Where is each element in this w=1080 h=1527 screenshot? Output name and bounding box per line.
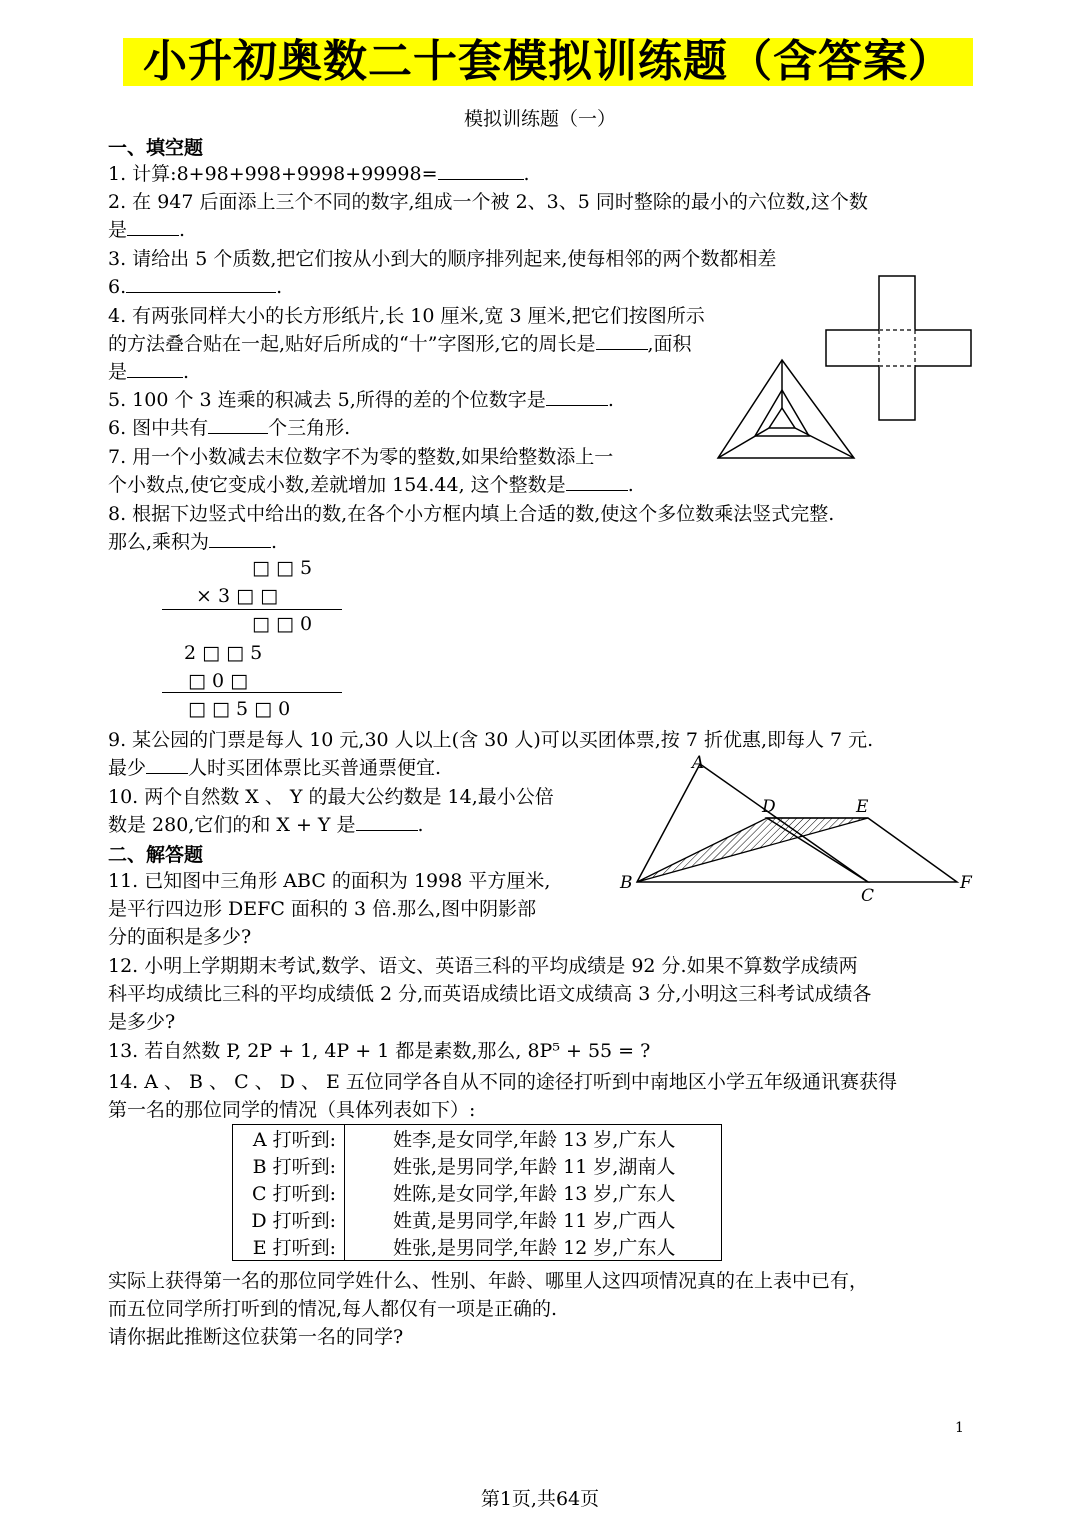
section-heading-answers: 二、解答题 [108,844,204,866]
table-cell-who: D 打听到: [233,1206,345,1233]
table-cell-who: A 打听到: [233,1125,345,1153]
table-row [233,1179,722,1206]
table-row [233,1125,722,1153]
question-11-line-1: 11. 已知图中三角形 ABC 的面积为 1998 平方厘米, [108,870,551,892]
multiplication-rule-1 [162,609,342,610]
vertical-multiplication-row-5: □ 0 □ [188,670,249,692]
question-4-line-3: 是 . [108,361,190,383]
conclusion-line-3: 请你据此推断这位获第一名的同学? [108,1326,404,1348]
question-13: 13. 若自然数 P, 2P + 1, 4P + 1 都是素数,那么, 8P⁵ + 55 = ? [108,1040,651,1062]
question-10-line-2: 数是 280,它们的和 X + Y 是 . [108,814,424,836]
connector-line [795,428,854,458]
question-9-line-1: 9. 某公园的门票是每人 10 元,30 人以上(含 30 人)可以买团体票,按 7 折优惠,即每人 7 元. [108,729,874,751]
section-heading-fill-in: 一、填空题 [108,137,204,159]
question-4-line-2: 的方法叠合贴在一起,贴好后所成的“十”字图形,它的周长是 ,面积 [108,333,692,355]
question-12-line-2: 科平均成绩比三科的平均成绩低 2 分,而英语成绩比语文成绩高 3 分,小明这三科考试成绩各 [108,983,872,1005]
triangle-count-figure [712,356,860,464]
question-4-line-1: 4. 有两张同样大小的长方形纸片,长 10 厘米,宽 3 厘米,把它们按图所示 [108,305,705,327]
label-c: C [861,886,875,906]
vertical-multiplication-row-2: × 3 □ □ [196,585,279,607]
connector-line [718,428,769,458]
label-f: F [960,873,972,893]
question-5: 5. 100 个 3 连乘的积减去 5,所得的差的个位数字是 . [108,389,614,411]
outer-triangle [718,360,854,458]
question-14-line-1: 14. A 、 B 、 C 、 D 、 E 五位同学各自从不同的途径打听到中南地区小学五年级通讯赛获得 [108,1071,897,1093]
table-cell-info: 姓张,是男同学,年龄 12 岁,广东人 [345,1233,722,1261]
conclusion-line-1: 实际上获得第一名的那位同学姓什么、性别、年龄、哪里人这四项情况真的在上表中已有， [108,1270,869,1292]
vertical-multiplication-row-6: □ □ 5 □ 0 [188,698,291,720]
question-6: 6. 图中共有 个三角形. [108,417,351,439]
parallelogram-figure [612,748,982,908]
question-2-line-1: 2. 在 947 后面添上三个不同的数字,组成一个被 2、3、5 同时整除的最小的六位数,这个数 [108,191,868,213]
label-b: B [620,873,633,893]
table-cell-info: 姓张,是男同学,年龄 11 岁,湖南人 [345,1152,722,1179]
label-e: E [856,797,869,817]
question-7-line-2: 个小数点,使它变成小数,差就增加 154.44, 这个整数是 . [108,474,634,496]
vertical-multiplication-row-3: □ □ 0 [252,613,313,635]
vertical-multiplication-row-1: □ □ 5 [252,557,313,579]
page-number: 1 [955,1420,964,1436]
table-cell-info: 姓李,是女同学,年龄 13 岁,广东人 [345,1125,722,1153]
question-9-line-2: 最少 人时买团体票比买普通票便宜. [108,757,442,779]
vertical-multiplication-row-4: 2 □ □ 5 [184,642,263,664]
question-14-line-2: 第一名的那位同学的情况（具体列表如下）: [108,1099,476,1121]
shaded-region [637,818,868,882]
table-row [233,1233,722,1261]
question-3-line-1: 3. 请给出 5 个质数,把它们按从小到大的顺序排列起来,使每相邻的两个数都相差 [108,248,777,270]
table-row [233,1206,722,1233]
table-cell-info: 姓黄,是男同学,年龄 11 岁,广西人 [345,1206,722,1233]
multiplication-rule-2 [162,692,342,693]
question-11-line-2: 是平行四边形 DEFC 面积的 3 倍.那么,图中阴影部 [108,898,537,920]
question-11-line-3: 分的面积是多少? [108,926,252,948]
question-1: 1. 计算:8+98+998+9998+99998= . [108,163,530,185]
question-3-line-2: 6. . [108,276,283,298]
label-d: D [762,797,776,817]
table-cell-who: E 打听到: [233,1233,345,1261]
question-12-line-3: 是多少? [108,1011,176,1033]
table-row [233,1152,722,1179]
conclusion-line-2: 而五位同学所打听到的情况,每人都仅有一项是正确的. [108,1298,558,1320]
subtitle: 模拟训练题（一） [463,108,616,130]
question-2-line-2: 是 . [108,219,186,241]
question-7-line-1: 7. 用一个小数减去末位数字不为零的整数,如果给整数添上一 [108,446,614,468]
question-10-line-1: 10. 两个自然数 X 、 Y 的最大公约数是 14,最小公倍 [108,786,554,808]
clue-table [232,1124,722,1261]
question-8-line-1: 8. 根据下边竖式中给出的数,在各个小方框内填上合适的数,使这个多位数乘法竖式完整. [108,503,835,525]
table-cell-info: 姓陈,是女同学,年龄 13 岁,广东人 [345,1179,722,1206]
inner-triangle [769,408,795,428]
question-12-line-1: 12. 小明上学期期末考试,数学、语文、英语三科的平均成绩是 92 分.如果不算数学成绩两 [108,955,858,977]
document-title: 小升初奥数二十套模拟训练题（含答案） [143,36,953,87]
table-cell-who: C 打听到: [233,1179,345,1206]
page-footer: 第1页,共64页 [480,1488,600,1510]
table-cell-who: B 打听到: [233,1152,345,1179]
question-8-line-2: 那么,乘积为 . [108,531,278,553]
label-a: A [692,753,705,773]
